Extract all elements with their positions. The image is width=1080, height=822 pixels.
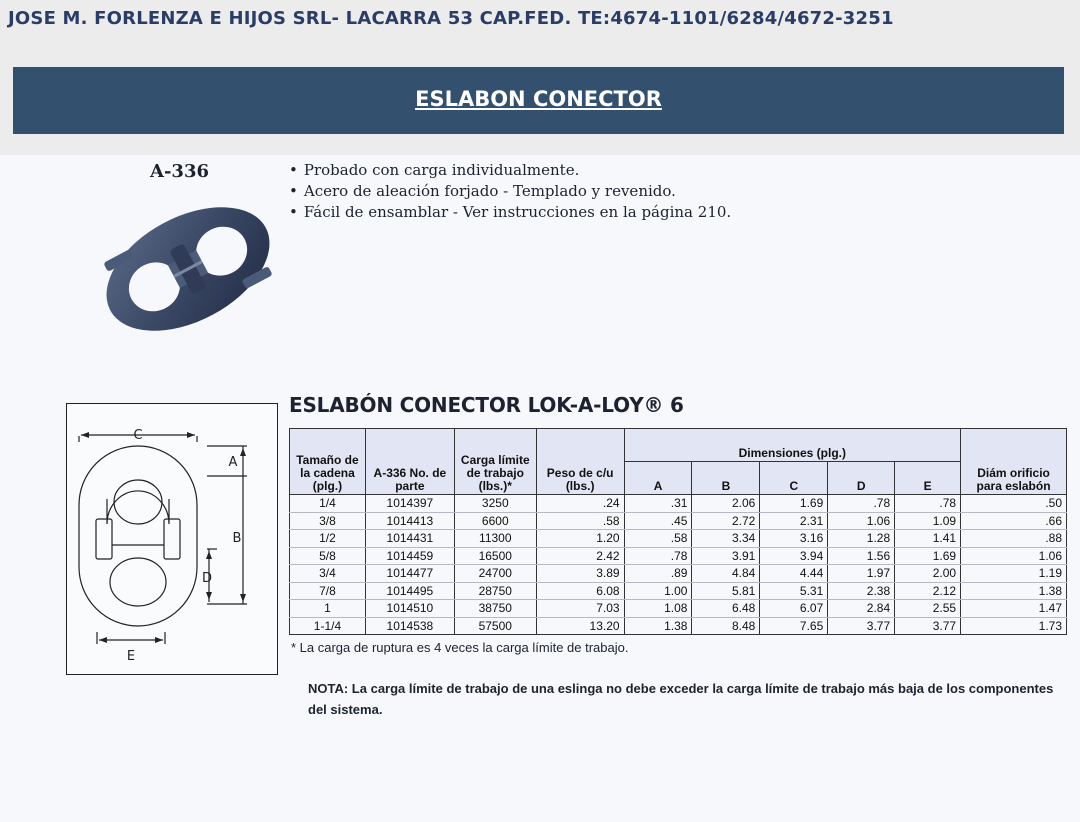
header-dim-b: B <box>692 462 760 495</box>
header-dim-d: D <box>828 462 895 495</box>
product-model: A-336 <box>150 161 210 182</box>
table-header-row <box>290 429 1067 462</box>
cell-dim-c: 3.94 <box>760 547 828 565</box>
cell-dim-a: .58 <box>624 530 692 548</box>
cell-dim-c: 5.31 <box>760 582 828 600</box>
label-e: E <box>126 649 136 664</box>
cell-dim-e: 1.09 <box>895 512 961 530</box>
header-size: Tamaño de la cadena (plg.) <box>290 429 366 495</box>
cell-hole: 1.47 <box>961 600 1067 618</box>
feature-item: • Acero de aleación forjado - Templado y revenido. <box>289 181 731 202</box>
cell-dim-c: 1.69 <box>760 495 828 513</box>
company-info: JOSE M. FORLENZA E HIJOS SRL- LACARRA 53 CAP.FED. TE:4674-1101/6284/4672-3251 <box>8 8 894 29</box>
header-dim-e: E <box>895 462 961 495</box>
cell-dim-c: 2.31 <box>760 512 828 530</box>
cell-dim-e: 1.41 <box>895 530 961 548</box>
cell-dim-b: 2.06 <box>692 495 760 513</box>
header-dimensions: Dimensiones (plg.) <box>624 429 960 462</box>
specs-table <box>289 428 1067 635</box>
cell-part: 1014431 <box>365 530 454 548</box>
cell-dim-d: 1.06 <box>828 512 895 530</box>
feature-item: • Fácil de ensamblar - Ver instrucciones en la página 210. <box>289 202 731 223</box>
cell-load: 16500 <box>454 547 536 565</box>
cell-dim-a: .45 <box>624 512 692 530</box>
cell-weight: 13.20 <box>536 617 624 635</box>
cell-part: 1014397 <box>365 495 454 513</box>
table-row <box>290 582 1067 600</box>
cell-dim-d: 1.28 <box>828 530 895 548</box>
cell-weight: 2.42 <box>536 547 624 565</box>
cell-dim-b: 8.48 <box>692 617 760 635</box>
cell-hole: .50 <box>961 495 1067 513</box>
cell-dim-c: 7.65 <box>760 617 828 635</box>
cell-load: 11300 <box>454 530 536 548</box>
cell-dim-c: 3.16 <box>760 530 828 548</box>
header-dim-a: A <box>624 462 692 495</box>
cell-load: 6600 <box>454 512 536 530</box>
cell-dim-e: 2.12 <box>895 582 961 600</box>
note-text: NOTA: La carga límite de trabajo de una eslinga no debe exceder la carga límite de trabajo más baja de los componentes del sistema. <box>308 681 1054 717</box>
table-row <box>290 530 1067 548</box>
cell-hole: .88 <box>961 530 1067 548</box>
header-load: Carga límite de trabajo (lbs.)* <box>454 429 536 495</box>
header-hole: Diám orificio para eslabón <box>961 429 1067 495</box>
cell-weight: 1.20 <box>536 530 624 548</box>
cell-dim-d: .78 <box>828 495 895 513</box>
cell-part: 1014413 <box>365 512 454 530</box>
cell-dim-e: 2.55 <box>895 600 961 618</box>
cell-dim-a: 1.08 <box>624 600 692 618</box>
label-d: D <box>201 571 213 586</box>
cell-load: 24700 <box>454 565 536 583</box>
cell-dim-a: 1.00 <box>624 582 692 600</box>
cell-size: 3/8 <box>290 512 366 530</box>
table-row <box>290 565 1067 583</box>
table-row <box>290 600 1067 618</box>
cell-size: 7/8 <box>290 582 366 600</box>
table-footnote: * La carga de ruptura es 4 veces la carga límite de trabajo. <box>291 640 629 655</box>
cell-hole: .66 <box>961 512 1067 530</box>
header-dim-c: C <box>760 462 828 495</box>
page-title: ESLABON CONECTOR <box>415 87 662 111</box>
cell-dim-a: .31 <box>624 495 692 513</box>
cell-weight: .58 <box>536 512 624 530</box>
cell-dim-c: 6.07 <box>760 600 828 618</box>
cell-part: 1014510 <box>365 600 454 618</box>
cell-part: 1014459 <box>365 547 454 565</box>
label-c: C <box>133 428 143 443</box>
cell-load: 28750 <box>454 582 536 600</box>
cell-dim-b: 3.34 <box>692 530 760 548</box>
cell-weight: 3.89 <box>536 565 624 583</box>
cell-dim-e: .78 <box>895 495 961 513</box>
cell-weight: .24 <box>536 495 624 513</box>
cell-hole: 1.19 <box>961 565 1067 583</box>
cell-hole: 1.73 <box>961 617 1067 635</box>
cell-dim-b: 3.91 <box>692 547 760 565</box>
cell-hole: 1.38 <box>961 582 1067 600</box>
label-b: B <box>232 531 242 546</box>
feature-list <box>289 160 731 223</box>
table-row <box>290 512 1067 530</box>
feature-item: • Probado con carga individualmente. <box>289 160 731 181</box>
cell-size: 1 <box>290 600 366 618</box>
cell-dim-b: 6.48 <box>692 600 760 618</box>
cell-hole: 1.06 <box>961 547 1067 565</box>
cell-load: 3250 <box>454 495 536 513</box>
cell-dim-e: 1.69 <box>895 547 961 565</box>
cell-dim-d: 3.77 <box>828 617 895 635</box>
cell-dim-e: 3.77 <box>895 617 961 635</box>
label-a: A <box>228 455 238 470</box>
cell-size: 1-1/4 <box>290 617 366 635</box>
cell-dim-d: 1.97 <box>828 565 895 583</box>
cell-dim-a: 1.38 <box>624 617 692 635</box>
cell-load: 38750 <box>454 600 536 618</box>
cell-dim-a: .78 <box>624 547 692 565</box>
cell-part: 1014538 <box>365 617 454 635</box>
cell-dim-d: 1.56 <box>828 547 895 565</box>
cell-size: 1/4 <box>290 495 366 513</box>
cell-dim-a: .89 <box>624 565 692 583</box>
cell-dim-d: 2.38 <box>828 582 895 600</box>
cell-dim-d: 2.84 <box>828 600 895 618</box>
header-part: A-336 No. de parte <box>365 429 454 495</box>
table-title: ESLABÓN CONECTOR LOK-A-LOY® 6 <box>289 393 684 417</box>
table-row <box>290 495 1067 513</box>
cell-dim-b: 5.81 <box>692 582 760 600</box>
cell-load: 57500 <box>454 617 536 635</box>
cell-part: 1014495 <box>365 582 454 600</box>
cell-weight: 6.08 <box>536 582 624 600</box>
cell-size: 3/4 <box>290 565 366 583</box>
dimension-diagram <box>66 403 278 675</box>
title-banner <box>13 67 1064 134</box>
cell-dim-b: 2.72 <box>692 512 760 530</box>
header-weight: Peso de c/u (lbs.) <box>536 429 624 495</box>
cell-dim-e: 2.00 <box>895 565 961 583</box>
cell-weight: 7.03 <box>536 600 624 618</box>
table-row <box>290 547 1067 565</box>
product-photo <box>88 184 288 354</box>
cell-dim-b: 4.84 <box>692 565 760 583</box>
table-row <box>290 617 1067 635</box>
cell-part: 1014477 <box>365 565 454 583</box>
cell-dim-c: 4.44 <box>760 565 828 583</box>
cell-size: 1/2 <box>290 530 366 548</box>
cell-size: 5/8 <box>290 547 366 565</box>
